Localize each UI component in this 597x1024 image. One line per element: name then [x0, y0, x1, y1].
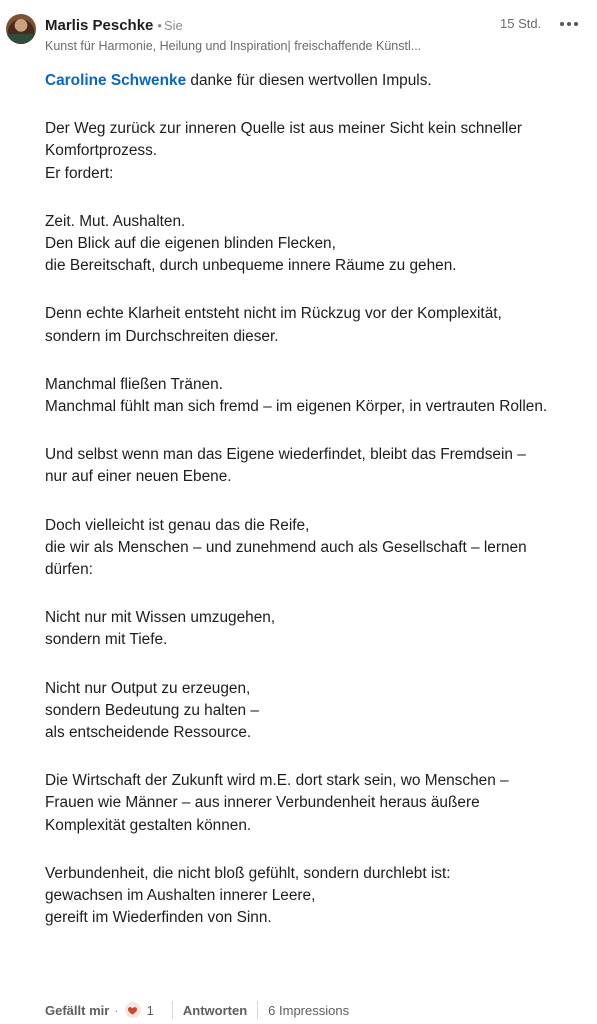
- more-options-icon-dot: [574, 22, 578, 26]
- comment-paragraph: Und selbst wenn man das Eigene wiederfindet, bleibt das Fremdsein – nur auf einer neuen Ebene.: [45, 446, 526, 486]
- comment-paragraph: Denn echte Klarheit entsteht nicht im Rückzug vor der Komplexität, sondern im Durchschreiten dieser.: [45, 305, 502, 345]
- comment-actions: [45, 999, 349, 1021]
- mention-link[interactable]: Caroline Schwenke: [45, 72, 187, 89]
- impressions-count[interactable]: 6 Impressions: [268, 1002, 350, 1018]
- comment-paragraph: Verbundenheit, die nicht bloß gefühlt, sondern durchlebt ist: gewachsen im Aushalten innerer Leere, gereift im Wiederfinden von Sinn.: [45, 864, 451, 927]
- reaction-count[interactable]: 1: [146, 1002, 154, 1018]
- comment-paragraph: Doch vielleicht ist genau das die Reife, die wir als Menschen – und zunehmend auch als Gesellschaft – lernen dürfen:: [45, 516, 527, 579]
- divider: [172, 1001, 173, 1019]
- more-options-icon: [560, 22, 564, 26]
- author-line: [45, 16, 183, 36]
- timestamp: 15 Std.: [500, 16, 542, 31]
- comment-body: [45, 70, 577, 929]
- more-options-button[interactable]: [556, 14, 582, 34]
- like-button[interactable]: Gefällt mir: [45, 1002, 110, 1018]
- comment-paragraph: Der Weg zurück zur inneren Quelle ist aus meiner Sicht kein schneller Komfortprozess. Er fordert:: [45, 120, 523, 182]
- heart-icon[interactable]: [125, 1002, 141, 1018]
- author-degree: Sie: [163, 18, 183, 33]
- comment-paragraph: Manchmal fließen Tränen. Manchmal fühlt man sich fremd – im eigenen Körper, in vertrauten Rollen.: [45, 375, 548, 416]
- comment-paragraph: Zeit. Mut. Aushalten. Den Blick auf die eigenen blinden Flecken, die Bereitschaft, durch unbequeme innere Räume zu gehen.: [45, 212, 457, 275]
- more-options-icon-dot: [567, 22, 571, 26]
- author-separator: •: [157, 18, 162, 33]
- author-headline: Kunst für Harmonie, Heilung und Inspiration| freischaffende Künstl...: [45, 39, 422, 53]
- comment-paragraph: [45, 70, 577, 92]
- reply-button[interactable]: Antworten: [182, 1002, 248, 1018]
- comment-paragraph: Nicht nur Output zu erzeugen, sondern Bedeutung zu halten – als entscheidende Ressource.: [45, 679, 259, 742]
- comment-text: danke für diesen wertvollen Impuls.: [186, 72, 432, 89]
- divider: [257, 1001, 258, 1019]
- avatar[interactable]: [6, 14, 36, 44]
- comment-paragraph: Die Wirtschaft der Zukunft wird m.E. dort stark sein, wo Menschen – Frauen wie Männer – aus innerer Verbundenheit heraus äußere Komplexität gestalten können.: [45, 772, 509, 834]
- author-name[interactable]: Marlis Peschke: [45, 17, 154, 34]
- comment-paragraph: Nicht nur mit Wissen umzugehen, sondern mit Tiefe.: [45, 609, 276, 649]
- dot-separator: ·: [114, 1002, 119, 1018]
